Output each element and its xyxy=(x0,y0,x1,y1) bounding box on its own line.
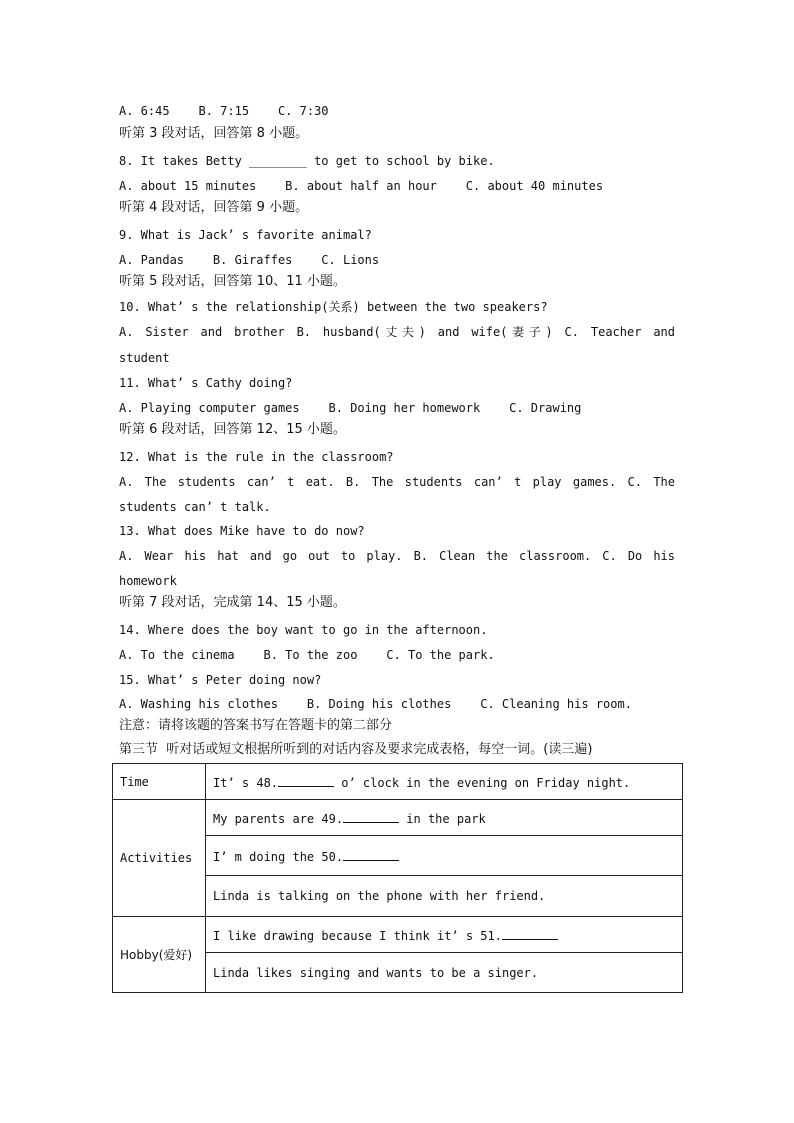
q14-options: A. To the cinema B. To the zoo C. To the park. xyxy=(119,648,495,662)
blank-48 xyxy=(278,774,334,787)
q15-options: A. Washing his clothes B. Doing his clothes C. Cleaning his room. xyxy=(119,697,632,711)
question-11: 11. What’ s Cathy doing? xyxy=(119,376,293,390)
table-row-time xyxy=(113,764,683,800)
question-10: 10. What’ s the relationship(关系) between the two speakers? xyxy=(119,300,548,314)
activity-1-cell xyxy=(206,800,683,836)
question-14: 14. Where does the boy want to go in the afternoon. xyxy=(119,623,488,637)
time-text-a: It’ s 48. xyxy=(213,775,279,790)
q8-options: A. about 15 minutes B. about half an hour C. about 40 minutes xyxy=(119,179,604,193)
blank-51 xyxy=(502,927,558,940)
hobby-label: Hobby(爱好) xyxy=(113,917,206,993)
activity-1-text-b: in the park xyxy=(399,811,486,826)
time-cell xyxy=(206,764,683,800)
hobby-2-cell: Linda likes singing and wants to be a singer. xyxy=(206,953,683,993)
blank-50 xyxy=(343,848,399,861)
q10-options-line-2: student xyxy=(119,351,170,365)
table-row-activity-1 xyxy=(113,800,683,836)
table-row-hobby-1 xyxy=(113,917,683,953)
q9-options: A. Pandas B. Giraffes C. Lions xyxy=(119,253,380,267)
activity-3-cell: Linda is talking on the phone with her friend. xyxy=(206,876,683,917)
q10-options-line-1: A. Sister and brother B. husband(丈夫) and wife(妻子) C. Teacher and xyxy=(119,325,675,339)
question-13: 13. What does Mike have to do now? xyxy=(119,524,365,538)
q7-options: A. 6:45 B. 7:15 C. 7:30 xyxy=(119,104,329,118)
section-7-instruction: 听第 7 段对话，完成第 14、15 小题。 xyxy=(119,595,346,610)
question-9: 9. What is Jack’ s favorite animal? xyxy=(119,228,372,242)
time-label: Time xyxy=(113,764,206,800)
q13-options-line-1: A. Wear his hat and go out to play. B. Clean the classroom. C. Do his xyxy=(119,549,675,563)
question-12: 12. What is the rule in the classroom? xyxy=(119,450,394,464)
activities-label: Activities xyxy=(113,800,206,917)
activity-2-text-a: I’ m doing the 50. xyxy=(213,849,344,864)
part-3-title: 第三节 听对话或短文根据所听到的对话内容及要求完成表格，每空一词。(读三遍) xyxy=(119,742,593,757)
q11-options: A. Playing computer games B. Doing her homework C. Drawing xyxy=(119,401,582,415)
q12-options-line-2: students can’ t talk. xyxy=(119,500,271,514)
section-5-instruction: 听第 5 段对话，回答第 10、11 小题。 xyxy=(119,274,346,289)
question-8: 8. It takes Betty ________ to get to school by bike. xyxy=(119,154,495,168)
section-6-instruction: 听第 6 段对话，回答第 12、15 小题。 xyxy=(119,422,346,437)
activity-1-text-a: My parents are 49. xyxy=(213,811,344,826)
section-3-instruction: 听第 3 段对话，回答第 8 小题。 xyxy=(119,126,309,141)
hobby-1-cell xyxy=(206,917,683,953)
activity-2-cell xyxy=(206,836,683,876)
section-4-instruction: 听第 4 段对话，回答第 9 小题。 xyxy=(119,200,309,215)
hobby-1-text-a: I like drawing because I think it’ s 51. xyxy=(213,928,502,943)
answer-table xyxy=(112,763,683,993)
question-15: 15. What’ s Peter doing now? xyxy=(119,673,322,687)
q12-options-line-1: A. The students can’ t eat. B. The students can’ t play games. C. The xyxy=(119,475,675,489)
blank-49 xyxy=(343,810,399,823)
time-text-b: o’ clock in the evening on Friday night. xyxy=(334,775,631,790)
q13-options-line-2: homework xyxy=(119,574,177,588)
notice: 注意：请将该题的答案书写在答题卡的第二部分 xyxy=(119,718,393,733)
